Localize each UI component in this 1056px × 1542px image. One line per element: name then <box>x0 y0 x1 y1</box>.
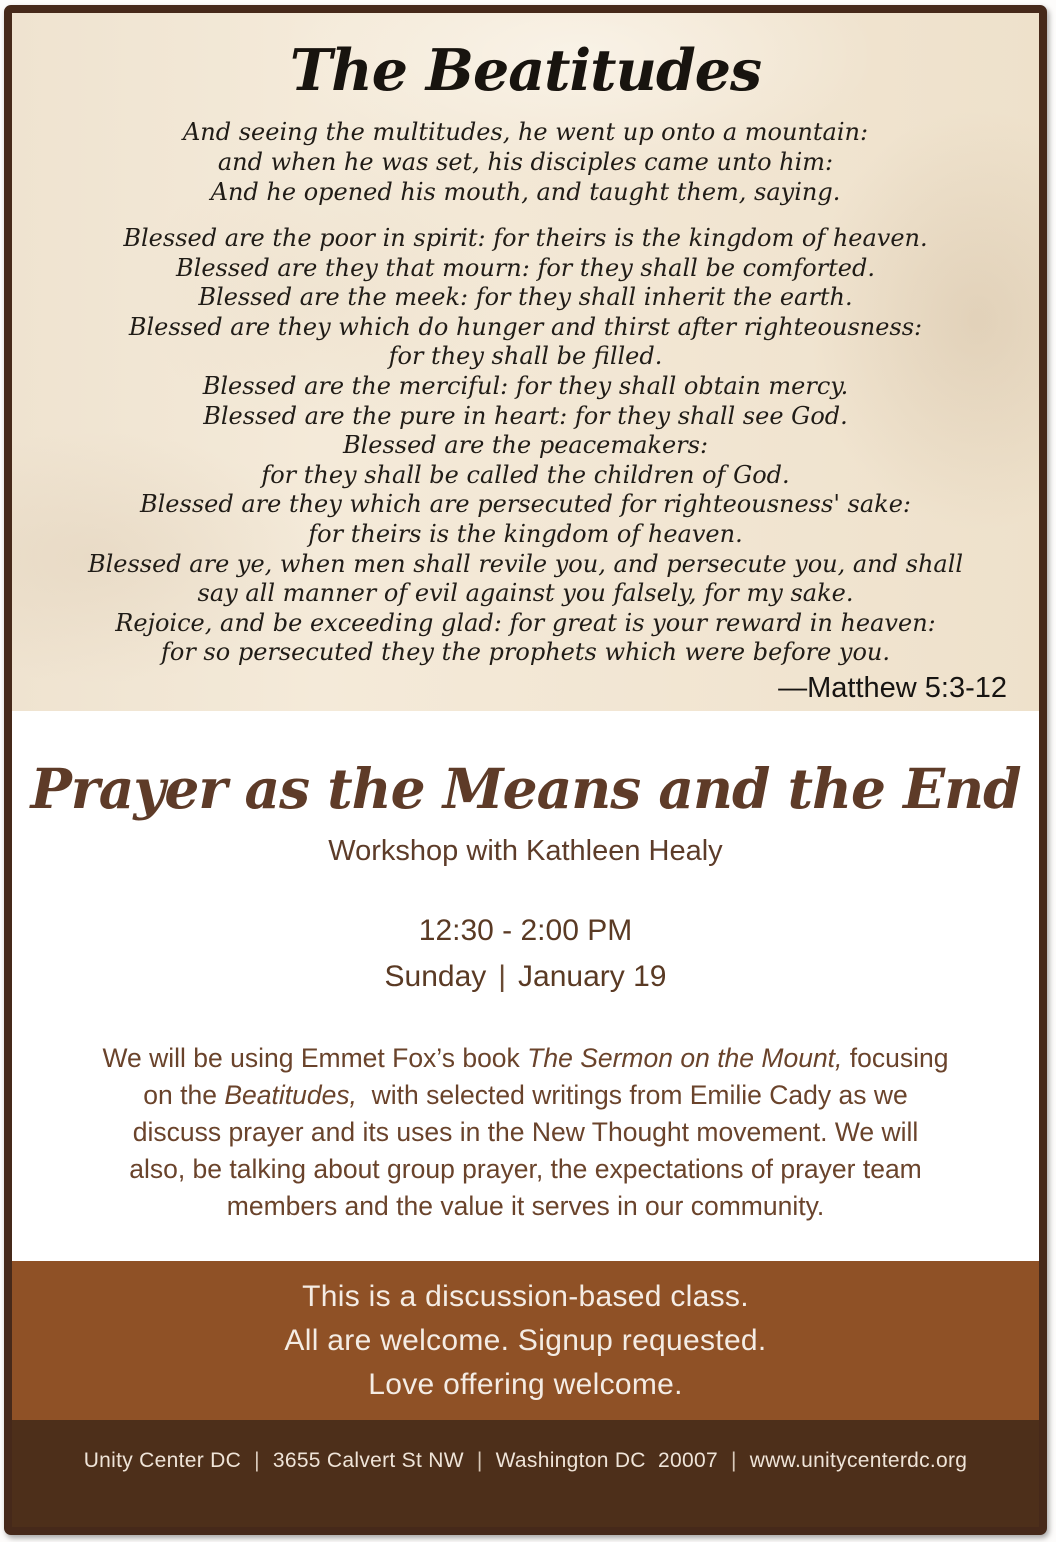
separator: | <box>476 1448 483 1472</box>
footer-contact-line <box>84 1449 968 1473</box>
beatitudes-intro <box>12 117 1039 207</box>
description-line: on the Beatitudes, with selected writings from Emilie Cady as we <box>143 1080 908 1110</box>
verse-line: Blessed are the peacemakers: <box>342 431 709 460</box>
footer-item: 3655 Calvert St NW <box>272 1448 464 1472</box>
footer-item: Unity Center DC <box>83 1448 242 1472</box>
footer-item: Washington DC 20007 <box>495 1448 718 1472</box>
verse-line: for theirs is the kingdom of heaven. <box>308 519 743 548</box>
footer <box>12 1420 1039 1527</box>
workshop-title: Prayer as the Means and the End <box>30 756 1021 821</box>
verse-line: say all manner of evil against you falsely, for my sake. <box>197 579 854 608</box>
footer-item: www.unitycenterdc.org <box>749 1448 968 1472</box>
banner-line: Love offering welcome. <box>368 1367 683 1401</box>
description-line: discuss prayer and its uses in the New Thought movement. We will <box>132 1117 919 1147</box>
verse-line: Blessed are they that mourn: for they shall be comforted. <box>176 253 875 282</box>
workshop-time: 12:30 - 2:00 PM <box>418 914 633 947</box>
banner-line: All are welcome. Signup requested. <box>284 1323 767 1357</box>
verse-line: Rejoice, and be exceeding glad: for great is your reward in heaven: <box>115 608 936 637</box>
workshop-description <box>12 1040 1039 1225</box>
verse-line: Blessed are they which are persecuted for righteousness' sake: <box>139 490 911 519</box>
verse-line: for they shall be called the children of God. <box>261 460 790 489</box>
separator: | <box>254 1448 260 1472</box>
description-line: members and the value it serves in our community. <box>226 1191 825 1221</box>
workshop-date <box>12 960 1039 994</box>
beatitudes-title: The Beatitudes <box>289 37 762 104</box>
workshop-subtitle: Workshop with Kathleen Healy <box>328 835 723 867</box>
workshop-date-day: Sunday <box>384 960 487 993</box>
verse-intro-line: and when he was set, his disciples came unto him: <box>217 148 834 176</box>
separator: | <box>730 1448 737 1472</box>
beatitudes-verses <box>12 224 1039 668</box>
banner-line: This is a discussion-based class. <box>302 1279 749 1313</box>
verse-line: Blessed are the poor in spirit: for theirs is the kingdom of heaven. <box>123 224 928 252</box>
verse-line: Blessed are they which do hunger and thirst after righteousness: <box>128 312 923 341</box>
verse-line: Blessed are the meek: for they shall inherit the earth. <box>198 283 853 312</box>
verse-line: Blessed are the pure in heart: for they shall see God. <box>203 401 848 430</box>
verse-line: for so persecuted they the prophets which were before you. <box>161 638 890 667</box>
verse-line: for they shall be filled. <box>388 342 663 371</box>
scripture-attribution: —Matthew 5:3-12 <box>778 671 1007 704</box>
description-line: also, be talking about group prayer, the expectations of prayer team <box>129 1154 922 1184</box>
notice-banner <box>12 1261 1039 1420</box>
verse-intro-line: And seeing the multitudes, he went up onto a mountain: <box>182 118 869 146</box>
workshop-schedule <box>12 914 1039 994</box>
description-line: We will be using Emmet Fox’s book The Sermon on the Mount, focusing <box>102 1043 949 1073</box>
flyer-frame <box>4 5 1047 1535</box>
verse-line: Blessed are ye, when men shall revile you, and persecute you, and shall <box>87 549 964 578</box>
verse-intro-line: And he opened his mouth, and taught them, saying. <box>210 178 841 206</box>
workshop-date-value: January 19 <box>518 960 667 993</box>
workshop-section <box>12 711 1039 1261</box>
beatitudes-section <box>12 13 1039 711</box>
date-separator: | <box>498 960 507 993</box>
verse-line: Blessed are the merciful: for they shall obtain mercy. <box>202 371 849 400</box>
